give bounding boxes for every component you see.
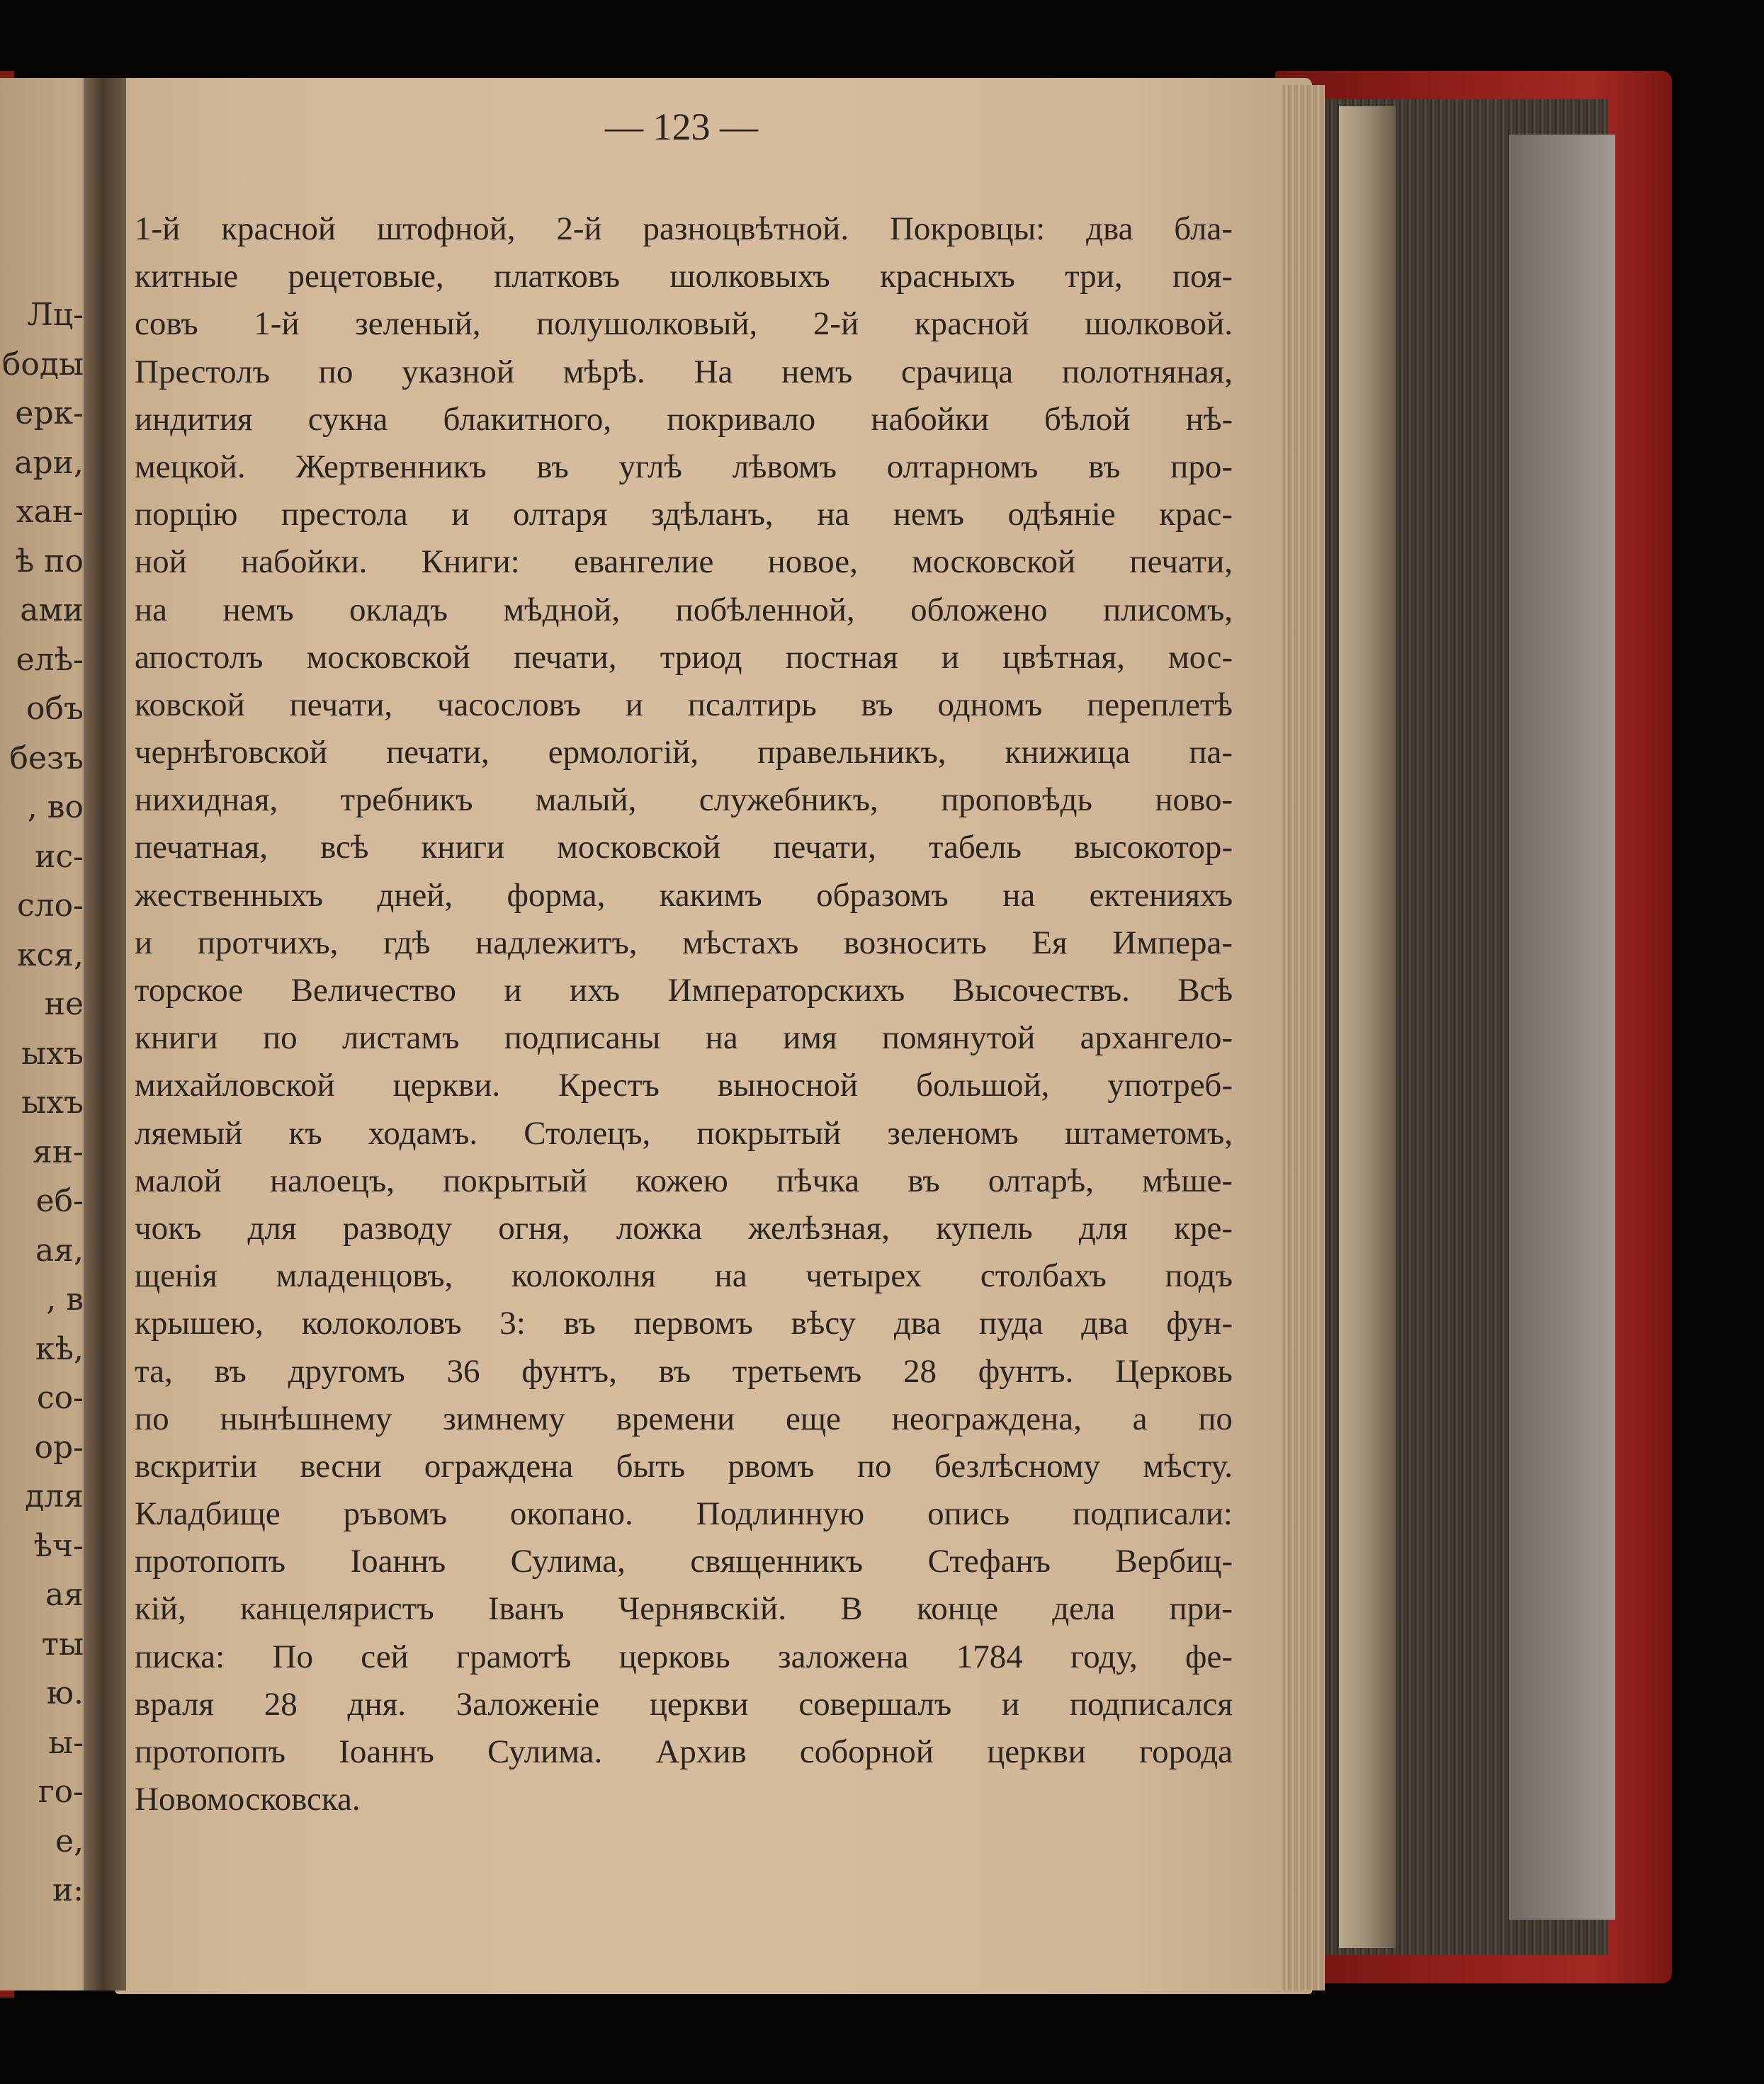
previous-page-fragment: ерк- [15,395,84,431]
text-line: ковской печати, часословъ и псалтирь въ одномъ переплетѣ [135,686,1233,723]
book-gutter [84,78,126,1990]
text-line: на немъ окладъ мѣдной, побѣленной, обложено плисомъ, [135,591,1233,628]
text-line: индития сукна блакитного, покривало набойки бѣлой нѣ- [135,400,1233,438]
text-line: враля 28 дня. Заложеніе церкви совершалъ и подписался [135,1685,1233,1723]
previous-page-fragment: елѣ- [16,641,84,678]
previous-page-fragment: и: [52,1872,84,1908]
previous-page-fragment: ѣ по [15,543,84,579]
previous-page-fragment: го- [38,1774,84,1810]
previous-page-fragment: , в [46,1281,84,1318]
text-line: ляемый къ ходамъ. Столецъ, покрытый зеленомъ штаметомъ, [135,1114,1233,1152]
text-line: книги по листамъ подписаны на имя помянутой архангело- [135,1019,1233,1057]
previous-page-fragment: кѣ, [35,1330,84,1367]
text-line: китные рецетовые, платковъ шолковыхъ красныхъ три, поя- [135,258,1233,295]
previous-page-fragment: ю. [46,1675,84,1711]
page-right-edge [1282,85,1325,1990]
previous-page-fragment: не [44,986,84,1022]
previous-page-fragment: сло- [17,888,84,924]
previous-page-fragment: объ [26,691,84,727]
text-line: по нынѣшнему зимнему времени еще неограждена, а по [135,1400,1233,1437]
text-line: мецкой. Жертвенникъ въ углѣ лѣвомъ олтарномъ въ про- [135,448,1233,485]
text-line: протопопъ Іоаннъ Сулима, священникъ Стефанъ Вербиц- [135,1543,1233,1580]
previous-page-fragment: боды [1,346,84,383]
page-number: — 123 — [605,106,758,148]
text-line: совъ 1-й зеленый, полушолковый, 2-й красной шолковой. [135,305,1233,343]
text-line: Престолъ по указной мѣрѣ. На немъ срачица полотняная, [135,353,1233,390]
page-block-inner-edge [1339,106,1396,1948]
previous-page-fragment: е, [55,1823,84,1859]
previous-page-fragment: ты [41,1626,84,1663]
previous-page-fragment: кся, [17,936,84,973]
text-line: кій, канцеляристъ Іванъ Чернявскій. В конце дела при- [135,1590,1233,1628]
text-line: ной набойки. Книги: евангелие новое, московской печати, [135,543,1233,581]
text-line: Кладбище ръвомъ окопано. Подлинную опись подписали: [135,1495,1233,1533]
previous-page-fragment: ыхъ [21,1035,84,1072]
text-line: малой налоецъ, покрытый кожею пѣчка въ олтарѣ, мѣше- [135,1162,1233,1199]
previous-page-fragment: безъ [9,740,84,776]
text-line: чокъ для разводу огня, ложка желѣзная, купель для кре- [135,1209,1233,1247]
text-line: щенія младенцовъ, колоколня на четырех столбахъ подъ [135,1257,1233,1295]
text-line: вскритіи весни ограждена быть рвомъ по безлѣсному мѣсту. [135,1447,1233,1485]
previous-page-fragment: еб- [35,1183,84,1219]
text-line: та, въ другомъ 36 фунтъ, въ третьемъ 28 фунтъ. Церковь [135,1352,1233,1390]
previous-page-fragment: ы- [48,1724,84,1761]
previous-page-fragment: ѣч- [33,1527,84,1564]
text-line: жественныхъ дней, форма, какимъ образомъ на ектенияхъ [135,876,1233,914]
text-line: и протчихъ, гдѣ надлежитъ, мѣстахъ возносить Ея Импера- [135,924,1233,961]
text-line: апостолъ московской печати, триод постная и цвѣтная, мос- [135,638,1233,676]
previous-page-fragment: ор- [34,1429,84,1466]
previous-page-fragment: со- [37,1380,84,1416]
text-line: Новомосковска. [135,1781,361,1818]
text-line: 1-й красной штофной, 2-й разноцвѣтной. Покровцы: два бла- [135,210,1233,247]
text-line: торское Величество и ихъ Императорскихъ Высочествъ. Всѣ [135,972,1233,1009]
text-line: крышею, колоколовъ 3: въ первомъ вѣсу два пуда два фун- [135,1305,1233,1342]
previous-page-fragment: ян- [33,1133,84,1170]
previous-page-fragment: Лц- [27,297,84,333]
text-line: порцію престола и олтаря здѣланъ, на немъ одѣяніе крас- [135,496,1233,533]
previous-page-fragment: ая [45,1577,84,1613]
page-block-light-edge [1509,135,1615,1920]
text-line: чернѣговской печати, ермологій, правельникъ, книжица па- [135,734,1233,771]
previous-page-text [0,290,84,1915]
text-line: протопопъ Іоаннъ Сулима. Архив соборной церкви города [135,1733,1233,1770]
previous-page-fragment: ая, [35,1232,84,1269]
text-line: писка: По сей грамотѣ церковь заложена 1784 году, фе- [135,1638,1233,1675]
previous-page-fragment: ари, [14,444,84,481]
previous-page-fragment: ыхъ [21,1085,84,1121]
previous-page-fragment: ами [20,592,84,628]
previous-page-fragment: , во [27,789,84,825]
previous-page-fragment: для [25,1478,84,1514]
page-body-text [135,205,1233,1823]
text-line: печатная, всѣ книги московской печати, табель высокотор- [135,829,1233,866]
previous-page-fragment: ис- [35,838,84,875]
text-line: михайловской церкви. Крестъ выносной большой, употреб- [135,1067,1233,1104]
text-line: нихидная, требникъ малый, служебникъ, проповѣдь ново- [135,781,1233,819]
previous-page-fragment: хан- [16,494,84,530]
